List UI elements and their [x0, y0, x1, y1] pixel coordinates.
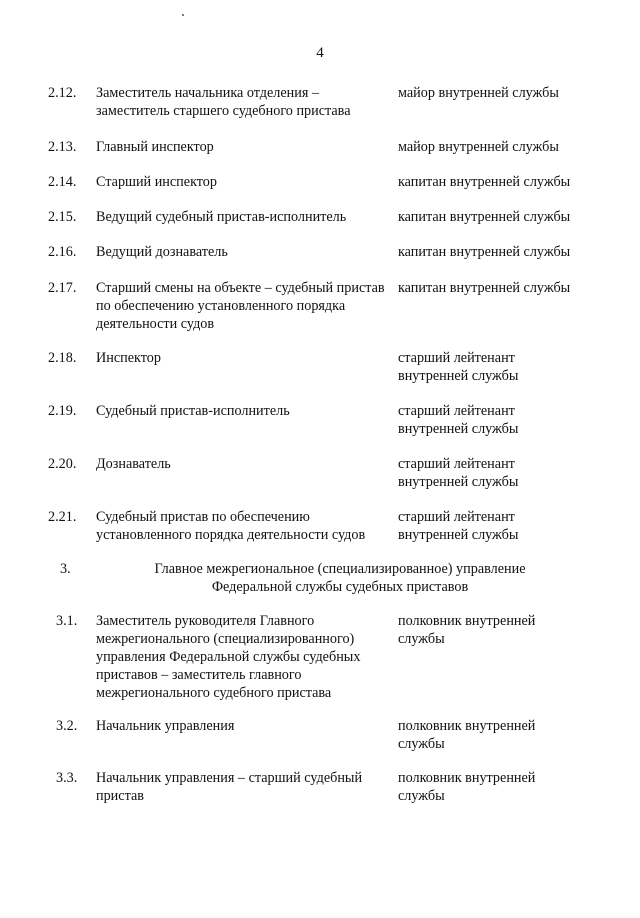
item-number: 2.17. [48, 280, 77, 296]
position-title: Дознаватель [96, 456, 171, 472]
item-number: 3.2. [56, 718, 78, 734]
position-title: Заместитель руководителя Главного межрегионального (специализированного) управления Федеральной службы судебных приставов – заместитель главного межрегионального судебного пристава [96, 613, 361, 701]
position-title: Заместитель начальника отделения – заместитель старшего судебного пристава [96, 85, 351, 119]
item-number: 2.19. [48, 403, 77, 419]
rank: майор внутренней службы [398, 139, 559, 155]
item-number: 2.14. [48, 174, 77, 190]
section-number: 3. [60, 561, 71, 577]
section-title: Главное межрегиональное (специализированное) управление Федеральной службы судебных приставов [154, 561, 526, 595]
rank: полковник внутренней службы [398, 613, 536, 647]
item-number: 2.21. [48, 509, 77, 525]
item-number: 2.15. [48, 209, 77, 225]
page-number: 4 [316, 45, 324, 61]
position-title: Начальник управления [96, 718, 235, 734]
position-title: Главный инспектор [96, 139, 214, 155]
rank: капитан внутренней службы [398, 244, 571, 260]
rank: старший лейтенант внутренней службы [398, 403, 519, 437]
rank: капитан внутренней службы [398, 209, 571, 225]
position-title: Начальник управления – старший судебный пристав [96, 770, 363, 804]
item-number: 2.16. [48, 244, 77, 260]
position-title: Ведущий судебный пристав-исполнитель [96, 209, 347, 225]
item-number: 2.20. [48, 456, 77, 472]
position-title: Ведущий дознаватель [96, 244, 228, 260]
item-number: 2.13. [48, 139, 77, 155]
position-title: Инспектор [96, 350, 161, 366]
position-title: Старший смены на объекте – судебный пристав по обеспечению установленного порядка деятельности судов [96, 280, 385, 332]
item-number: 2.18. [48, 350, 77, 366]
item-number: 3.3. [56, 770, 78, 786]
position-title: Старший инспектор [96, 174, 217, 190]
rank: полковник внутренней службы [398, 770, 536, 804]
rank: старший лейтенант внутренней службы [398, 456, 519, 490]
rank: старший лейтенант внутренней службы [398, 350, 519, 384]
rank: капитан внутренней службы [398, 174, 571, 190]
rank: старший лейтенант внутренней службы [398, 509, 519, 543]
item-number: 2.12. [48, 85, 77, 101]
rank: полковник внутренней службы [398, 718, 536, 752]
scan-speck [182, 14, 184, 16]
position-title: Судебный пристав по обеспечению установленного порядка деятельности судов [96, 509, 366, 543]
rank: капитан внутренней службы [398, 280, 571, 296]
item-number: 3.1. [56, 613, 78, 629]
position-title: Судебный пристав-исполнитель [96, 403, 290, 419]
rank: майор внутренней службы [398, 85, 559, 101]
